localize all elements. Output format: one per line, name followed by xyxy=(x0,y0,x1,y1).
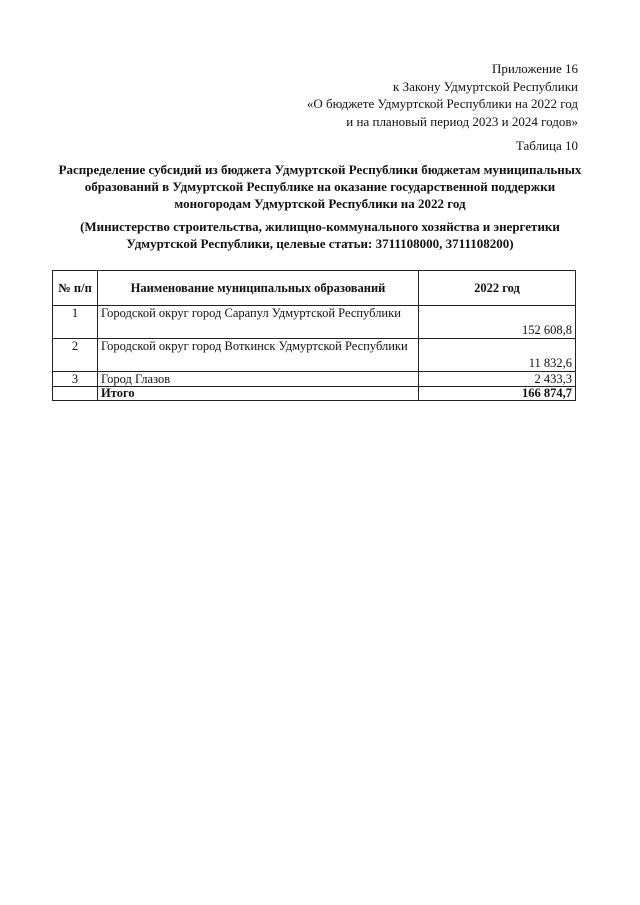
title-line-1: Распределение субсидий из бюджета Удмуртской Республики бюджетам муниципальных xyxy=(58,162,582,177)
subsidy-table xyxy=(52,270,576,401)
total-row xyxy=(53,387,576,401)
table-row xyxy=(53,372,576,387)
total-num-cell xyxy=(53,387,98,401)
row-num: 2 xyxy=(53,339,98,372)
title-line-3: моногородам Удмуртской Республики на 2022 год xyxy=(174,196,466,211)
table-header-row xyxy=(53,271,576,306)
header-num: № п/п xyxy=(53,271,98,306)
appendix-law-ref: к Закону Удмуртской Республики xyxy=(393,78,578,94)
title-line-2: образований в Удмуртской Республике на оказание государственной поддержки xyxy=(84,179,556,194)
appendix-law-title: «О бюджете Удмуртской Республики на 2022 год xyxy=(306,96,578,111)
total-amount: 166 874,7 xyxy=(419,387,576,401)
document-title xyxy=(50,161,590,212)
table-row xyxy=(53,339,576,372)
header-name: Наименование муниципальных образований xyxy=(98,271,419,306)
subtitle-line-1: (Министерство строительства, жилищно-коммунального хозяйства и энергетики xyxy=(80,219,560,234)
row-name: Город Глазов xyxy=(98,372,419,387)
row-num: 3 xyxy=(53,372,98,387)
row-name: Городской округ город Сарапул Удмуртской Республики xyxy=(98,306,419,339)
document-subtitle xyxy=(50,218,590,252)
appendix-header xyxy=(307,60,578,130)
row-name: Городской округ город Воткинск Удмуртской Республики xyxy=(98,339,419,372)
table-label: Таблица 10 xyxy=(515,138,578,153)
appendix-number: Приложение 16 xyxy=(491,61,578,76)
appendix-law-period: и на плановый период 2023 и 2024 годов» xyxy=(346,113,578,129)
row-num: 1 xyxy=(53,306,98,339)
row-amount: 2 433,3 xyxy=(419,372,576,387)
table-row xyxy=(53,306,576,339)
header-year: 2022 год xyxy=(419,271,576,306)
subtitle-line-2: Удмуртской Республики, целевые статьи: 3711108000, 3711108200) xyxy=(126,236,514,251)
total-label: Итого xyxy=(98,387,419,401)
row-amount: 11 832,6 xyxy=(419,339,576,372)
row-amount: 152 608,8 xyxy=(419,306,576,339)
